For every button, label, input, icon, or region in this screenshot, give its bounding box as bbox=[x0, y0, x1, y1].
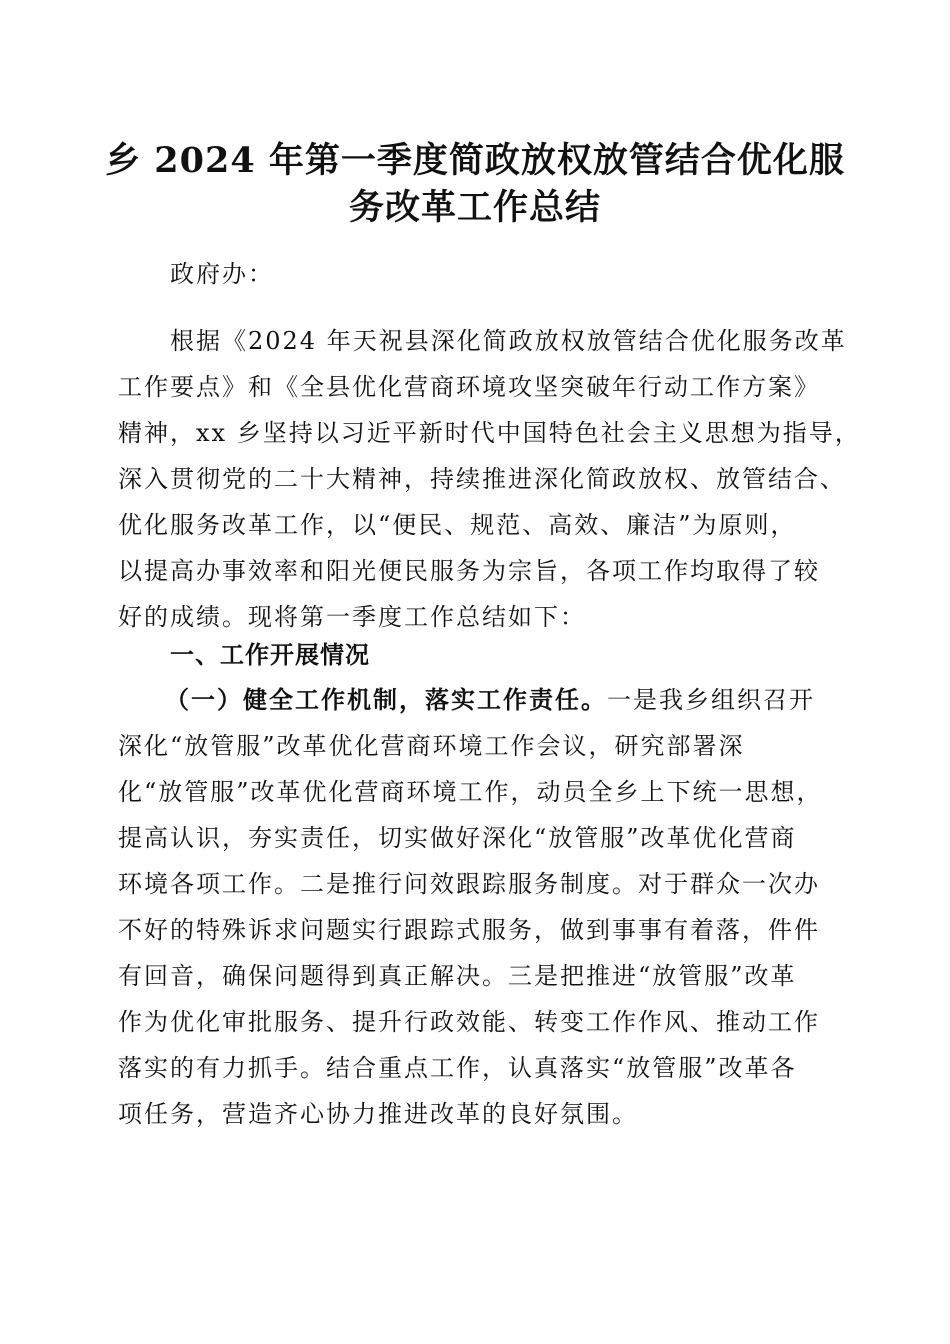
document-title-line-1: 乡 2024 年第一季度简政放权放管结合优化服 bbox=[105, 140, 845, 181]
sub-section-1-line-6: 不好的特殊诉求问题实行跟踪式服务，做到事事有着落，件件 bbox=[118, 916, 820, 944]
sub-section-1-line-10: 项任务，营造齐心协力推进改革的良好氛围。 bbox=[118, 1100, 638, 1128]
sub-section-1-line-7: 有回音，确保问题得到真正解决。三是把推进“放管服”改革 bbox=[118, 962, 797, 990]
document-title-line-2: 务改革工作总结 bbox=[348, 187, 601, 228]
sub-section-1-line-5: 环境各项工作。二是推行问效跟踪服务制度。对于群众一次办 bbox=[118, 870, 820, 898]
sub-section-1-heading: （一）健全工作机制，落实工作责任。 bbox=[165, 685, 607, 714]
section-heading-1: 一、工作开展情况 bbox=[170, 641, 370, 669]
addressee: 政府办： bbox=[170, 260, 274, 288]
intro-line-6: 以提高办事效率和阳光便民服务为宗旨，各项工作均取得了较 bbox=[118, 557, 820, 585]
sub-section-1-line-8: 作为优化审批服务、提升行政效能、转变工作作风、推动工作 bbox=[118, 1008, 820, 1036]
sub-section-1-line-3: 化“放管服”改革优化营商环境工作，动员全乡上下统一思想， bbox=[118, 778, 823, 806]
sub-section-1-first-line bbox=[165, 684, 815, 716]
sub-section-1-line-4: 提高认识，夯实责任，切实做好深化“放管服”改革优化营商 bbox=[118, 824, 797, 852]
intro-line-7: 好的成绩。现将第一季度工作总结如下： bbox=[118, 603, 586, 631]
intro-line-5: 优化服务改革工作，以“便民、规范、高效、廉洁”为原则， bbox=[118, 511, 797, 539]
intro-line-1: 根据《2024 年天祝县深化简政放权放管结合优化服务改革 bbox=[170, 327, 847, 355]
intro-line-3: 精神，xx 乡坚持以习近平新时代中国特色社会主义思想为指导， bbox=[118, 419, 861, 447]
sub-section-1-first-line-rest: 一是我乡组织召开 bbox=[607, 686, 815, 714]
sub-section-1-line-9: 落实的有力抓手。结合重点工作，认真落实“放管服”改革各 bbox=[118, 1054, 797, 1082]
sub-section-1-line-2: 深化“放管服”改革优化营商环境工作会议，研究部署深 bbox=[118, 732, 745, 760]
intro-line-2: 工作要点》和《全县优化营商环境攻坚突破年行动工作方案》 bbox=[118, 373, 820, 401]
intro-line-4: 深入贯彻党的二十大精神，持续推进深化简政放权、放管结合、 bbox=[118, 465, 846, 493]
